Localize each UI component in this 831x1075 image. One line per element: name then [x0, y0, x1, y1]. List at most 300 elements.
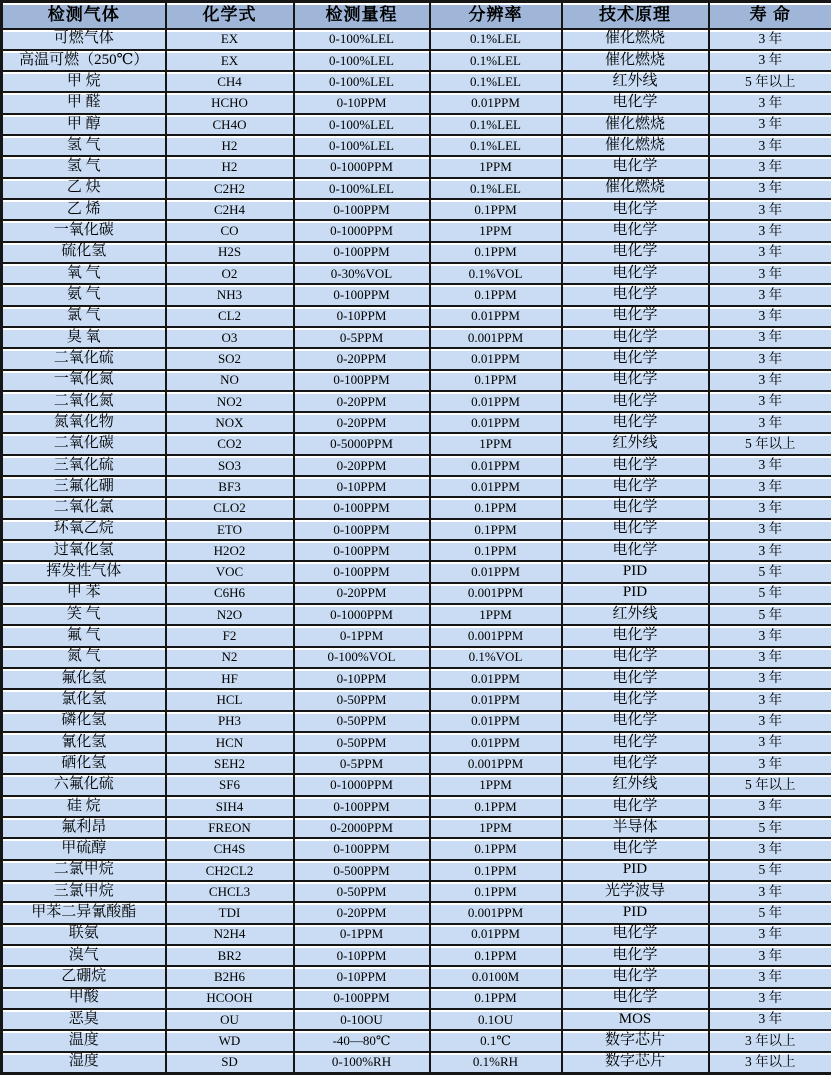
- resolution-cell: 0.1PPM: [430, 370, 562, 391]
- principle-cell: 数字芯片: [562, 1052, 709, 1074]
- lifespan-cell: 3 年: [709, 1009, 831, 1030]
- gas-cell: 六氟化硫: [2, 774, 166, 795]
- resolution-cell: 1PPM: [430, 156, 562, 177]
- range-cell: 0-10PPM: [294, 476, 430, 497]
- table-row: [2, 668, 831, 689]
- table-body: [2, 29, 831, 1074]
- table-row: [2, 476, 831, 497]
- resolution-cell: 0.1PPM: [430, 860, 562, 881]
- lifespan-cell: 3 年: [709, 348, 831, 369]
- formula-cell: CHCL3: [166, 881, 294, 902]
- table-row: [2, 519, 831, 540]
- resolution-cell: 0.01PPM: [430, 412, 562, 433]
- range-cell: 0-1000PPM: [294, 156, 430, 177]
- formula-cell: EX: [166, 50, 294, 71]
- gas-cell: 磷化氢: [2, 711, 166, 732]
- principle-cell: 电化学: [562, 668, 709, 689]
- range-cell: 0-100PPM: [294, 497, 430, 518]
- table-row: [2, 327, 831, 348]
- resolution-cell: 0.1%LEL: [430, 29, 562, 50]
- table-row: [2, 711, 831, 732]
- table-row: [2, 860, 831, 881]
- table-row: [2, 433, 831, 454]
- resolution-cell: 0.1%LEL: [430, 135, 562, 156]
- formula-cell: O3: [166, 327, 294, 348]
- resolution-cell: 0.01PPM: [430, 732, 562, 753]
- resolution-cell: 0.01PPM: [430, 561, 562, 582]
- resolution-cell: 0.1PPM: [430, 540, 562, 561]
- formula-cell: SO2: [166, 348, 294, 369]
- table-row: [2, 412, 831, 433]
- range-cell: 0-100%LEL: [294, 50, 430, 71]
- resolution-cell: 0.1%RH: [430, 1052, 562, 1074]
- table-row: [2, 220, 831, 241]
- formula-cell: H2: [166, 135, 294, 156]
- resolution-cell: 0.01PPM: [430, 711, 562, 732]
- gas-cell: 甲 醛: [2, 92, 166, 113]
- range-cell: 0-100PPM: [294, 796, 430, 817]
- principle-cell: 电化学: [562, 540, 709, 561]
- principle-cell: 数字芯片: [562, 1030, 709, 1051]
- range-cell: 0-20PPM: [294, 391, 430, 412]
- table-row: [2, 988, 831, 1009]
- table-row: [2, 1009, 831, 1030]
- table-row: [2, 71, 831, 92]
- table-row: [2, 583, 831, 604]
- resolution-cell: 0.01PPM: [430, 306, 562, 327]
- lifespan-cell: 3 年: [709, 647, 831, 668]
- principle-cell: 催化燃烧: [562, 178, 709, 199]
- lifespan-cell: 3 年以上: [709, 1052, 831, 1074]
- principle-cell: 电化学: [562, 242, 709, 263]
- range-cell: 0-10PPM: [294, 668, 430, 689]
- table-row: [2, 1052, 831, 1074]
- gas-cell: 溴气: [2, 945, 166, 966]
- gas-cell: 硒化氢: [2, 753, 166, 774]
- table-row: [2, 817, 831, 838]
- resolution-cell: 0.01PPM: [430, 391, 562, 412]
- table-row: [2, 604, 831, 625]
- lifespan-cell: 3 年: [709, 114, 831, 135]
- principle-cell: 电化学: [562, 647, 709, 668]
- lifespan-cell: 3 年: [709, 50, 831, 71]
- formula-cell: CH4: [166, 71, 294, 92]
- resolution-cell: 0.1OU: [430, 1009, 562, 1030]
- gas-cell: 笑 气: [2, 604, 166, 625]
- range-cell: 0-100PPM: [294, 988, 430, 1009]
- formula-cell: NO2: [166, 391, 294, 412]
- gas-cell: 三氟化硼: [2, 476, 166, 497]
- range-cell: 0-100%LEL: [294, 114, 430, 135]
- lifespan-cell: 5 年: [709, 817, 831, 838]
- table-row: [2, 114, 831, 135]
- principle-cell: 半导体: [562, 817, 709, 838]
- table-row: [2, 284, 831, 305]
- gas-cell: 甲 烷: [2, 71, 166, 92]
- resolution-cell: 0.01PPM: [430, 348, 562, 369]
- principle-cell: 电化学: [562, 348, 709, 369]
- lifespan-cell: 3 年: [709, 966, 831, 987]
- table-row: [2, 92, 831, 113]
- range-cell: 0-100%LEL: [294, 178, 430, 199]
- lifespan-cell: 3 年: [709, 838, 831, 859]
- gas-cell: 氢 气: [2, 156, 166, 177]
- gas-cell: 挥发性气体: [2, 561, 166, 582]
- formula-cell: H2: [166, 156, 294, 177]
- gas-cell: 联氨: [2, 924, 166, 945]
- gas-cell: 甲酸: [2, 988, 166, 1009]
- gas-cell: 温度: [2, 1030, 166, 1051]
- range-cell: 0-10OU: [294, 1009, 430, 1030]
- gas-cell: 氟利昂: [2, 817, 166, 838]
- resolution-cell: 1PPM: [430, 220, 562, 241]
- principle-cell: 电化学: [562, 412, 709, 433]
- principle-cell: 红外线: [562, 433, 709, 454]
- gas-cell: 恶臭: [2, 1009, 166, 1030]
- principle-cell: 红外线: [562, 774, 709, 795]
- col-header-gas: 检测气体: [2, 2, 166, 29]
- range-cell: 0-100PPM: [294, 540, 430, 561]
- table-row: [2, 178, 831, 199]
- range-cell: 0-10PPM: [294, 966, 430, 987]
- principle-cell: 电化学: [562, 924, 709, 945]
- range-cell: 0-1PPM: [294, 625, 430, 646]
- resolution-cell: 1PPM: [430, 604, 562, 625]
- table-row: [2, 455, 831, 476]
- table-row: [2, 348, 831, 369]
- table-header: [2, 2, 831, 29]
- lifespan-cell: 3 年: [709, 540, 831, 561]
- gas-cell: 乙 烯: [2, 199, 166, 220]
- principle-cell: 电化学: [562, 689, 709, 710]
- formula-cell: HCHO: [166, 92, 294, 113]
- formula-cell: CL2: [166, 306, 294, 327]
- lifespan-cell: 5 年: [709, 561, 831, 582]
- lifespan-cell: 5 年以上: [709, 774, 831, 795]
- resolution-cell: 0.1%LEL: [430, 50, 562, 71]
- gas-cell: 高温可燃（250℃）: [2, 50, 166, 71]
- gas-cell: 过氧化氢: [2, 540, 166, 561]
- formula-cell: SF6: [166, 774, 294, 795]
- lifespan-cell: 5 年以上: [709, 433, 831, 454]
- table-row: [2, 689, 831, 710]
- resolution-cell: 0.01PPM: [430, 668, 562, 689]
- gas-cell: 氟 气: [2, 625, 166, 646]
- gas-cell: 氰化氢: [2, 732, 166, 753]
- principle-cell: 电化学: [562, 988, 709, 1009]
- header-row: [2, 2, 831, 29]
- principle-cell: MOS: [562, 1009, 709, 1030]
- principle-cell: 电化学: [562, 966, 709, 987]
- table-row: [2, 753, 831, 774]
- resolution-cell: 0.1%LEL: [430, 114, 562, 135]
- range-cell: 0-20PPM: [294, 455, 430, 476]
- lifespan-cell: 3 年: [709, 711, 831, 732]
- gas-cell: 甲 醇: [2, 114, 166, 135]
- principle-cell: 电化学: [562, 92, 709, 113]
- range-cell: 0-100PPM: [294, 242, 430, 263]
- formula-cell: F2: [166, 625, 294, 646]
- lifespan-cell: 5 年以上: [709, 71, 831, 92]
- range-cell: 0-100PPM: [294, 199, 430, 220]
- table-row: [2, 306, 831, 327]
- resolution-cell: 0.001PPM: [430, 753, 562, 774]
- formula-cell: SIH4: [166, 796, 294, 817]
- range-cell: 0-100%VOL: [294, 647, 430, 668]
- formula-cell: BF3: [166, 476, 294, 497]
- formula-cell: ETO: [166, 519, 294, 540]
- table-row: [2, 391, 831, 412]
- principle-cell: 电化学: [562, 263, 709, 284]
- principle-cell: 电化学: [562, 625, 709, 646]
- col-header-resolution: 分辨率: [430, 2, 562, 29]
- formula-cell: CO2: [166, 433, 294, 454]
- principle-cell: 电化学: [562, 796, 709, 817]
- table-row: [2, 625, 831, 646]
- range-cell: 0-100%LEL: [294, 71, 430, 92]
- gas-cell: 硫化氢: [2, 242, 166, 263]
- resolution-cell: 0.001PPM: [430, 327, 562, 348]
- principle-cell: 催化燃烧: [562, 29, 709, 50]
- lifespan-cell: 3 年: [709, 199, 831, 220]
- lifespan-cell: 3 年: [709, 988, 831, 1009]
- gas-cell: 湿度: [2, 1052, 166, 1074]
- gas-cell: 氮 气: [2, 647, 166, 668]
- formula-cell: SO3: [166, 455, 294, 476]
- gas-cell: 氨 气: [2, 284, 166, 305]
- resolution-cell: 0.1PPM: [430, 519, 562, 540]
- principle-cell: PID: [562, 902, 709, 923]
- formula-cell: HF: [166, 668, 294, 689]
- lifespan-cell: 3 年: [709, 881, 831, 902]
- range-cell: 0-1000PPM: [294, 220, 430, 241]
- lifespan-cell: 3 年: [709, 476, 831, 497]
- formula-cell: OU: [166, 1009, 294, 1030]
- range-cell: 0-10PPM: [294, 945, 430, 966]
- table-row: [2, 561, 831, 582]
- formula-cell: CH2CL2: [166, 860, 294, 881]
- formula-cell: CH4O: [166, 114, 294, 135]
- lifespan-cell: 3 年: [709, 178, 831, 199]
- lifespan-cell: 3 年: [709, 263, 831, 284]
- principle-cell: PID: [562, 583, 709, 604]
- lifespan-cell: 3 年: [709, 519, 831, 540]
- formula-cell: C6H6: [166, 583, 294, 604]
- gas-cell: 二氧化氮: [2, 391, 166, 412]
- principle-cell: 电化学: [562, 391, 709, 412]
- lifespan-cell: 3 年: [709, 284, 831, 305]
- principle-cell: PID: [562, 561, 709, 582]
- principle-cell: 电化学: [562, 945, 709, 966]
- range-cell: 0-10PPM: [294, 306, 430, 327]
- resolution-cell: 0.01PPM: [430, 689, 562, 710]
- lifespan-cell: 3 年: [709, 327, 831, 348]
- resolution-cell: 0.1%LEL: [430, 178, 562, 199]
- range-cell: 0-1PPM: [294, 924, 430, 945]
- range-cell: 0-5PPM: [294, 753, 430, 774]
- formula-cell: B2H6: [166, 966, 294, 987]
- range-cell: 0-100%LEL: [294, 135, 430, 156]
- gas-cell: 氟化氢: [2, 668, 166, 689]
- lifespan-cell: 3 年: [709, 455, 831, 476]
- gas-cell: 三氯甲烷: [2, 881, 166, 902]
- col-header-range: 检测量程: [294, 2, 430, 29]
- range-cell: 0-100%RH: [294, 1052, 430, 1074]
- range-cell: 0-1000PPM: [294, 774, 430, 795]
- formula-cell: HCN: [166, 732, 294, 753]
- lifespan-cell: 5 年: [709, 860, 831, 881]
- gas-cell: 二氯甲烷: [2, 860, 166, 881]
- gas-cell: 氯化氢: [2, 689, 166, 710]
- range-cell: 0-50PPM: [294, 881, 430, 902]
- resolution-cell: 0.1PPM: [430, 242, 562, 263]
- table-row: [2, 540, 831, 561]
- table-row: [2, 966, 831, 987]
- formula-cell: HCOOH: [166, 988, 294, 1009]
- range-cell: 0-100%LEL: [294, 29, 430, 50]
- formula-cell: NOX: [166, 412, 294, 433]
- range-cell: 0-50PPM: [294, 732, 430, 753]
- formula-cell: NO: [166, 370, 294, 391]
- resolution-cell: 0.1PPM: [430, 988, 562, 1009]
- gas-cell: 氮氧化物: [2, 412, 166, 433]
- table-row: [2, 647, 831, 668]
- gas-cell: 一氧化碳: [2, 220, 166, 241]
- principle-cell: 电化学: [562, 370, 709, 391]
- lifespan-cell: 3 年: [709, 796, 831, 817]
- table-row: [2, 29, 831, 50]
- principle-cell: 催化燃烧: [562, 50, 709, 71]
- lifespan-cell: 3 年: [709, 412, 831, 433]
- formula-cell: CLO2: [166, 497, 294, 518]
- resolution-cell: 0.1PPM: [430, 199, 562, 220]
- lifespan-cell: 3 年: [709, 625, 831, 646]
- formula-cell: VOC: [166, 561, 294, 582]
- resolution-cell: 0.0100M: [430, 966, 562, 987]
- principle-cell: 电化学: [562, 838, 709, 859]
- principle-cell: 电化学: [562, 732, 709, 753]
- formula-cell: N2O: [166, 604, 294, 625]
- lifespan-cell: 3 年以上: [709, 1030, 831, 1051]
- lifespan-cell: 3 年: [709, 135, 831, 156]
- formula-cell: EX: [166, 29, 294, 50]
- resolution-cell: 0.01PPM: [430, 924, 562, 945]
- lifespan-cell: 5 年: [709, 583, 831, 604]
- table-row: [2, 242, 831, 263]
- resolution-cell: 0.1PPM: [430, 796, 562, 817]
- table-row: [2, 156, 831, 177]
- gas-cell: 甲 苯: [2, 583, 166, 604]
- formula-cell: C2H2: [166, 178, 294, 199]
- principle-cell: 光学波导: [562, 881, 709, 902]
- resolution-cell: 0.1PPM: [430, 284, 562, 305]
- resolution-cell: 0.1PPM: [430, 838, 562, 859]
- resolution-cell: 0.1%VOL: [430, 263, 562, 284]
- range-cell: 0-20PPM: [294, 583, 430, 604]
- resolution-cell: 0.1%VOL: [430, 647, 562, 668]
- range-cell: 0-1000PPM: [294, 604, 430, 625]
- gas-cell: 二氧化硫: [2, 348, 166, 369]
- principle-cell: 电化学: [562, 156, 709, 177]
- range-cell: 0-100PPM: [294, 561, 430, 582]
- resolution-cell: 0.001PPM: [430, 583, 562, 604]
- table-row: [2, 135, 831, 156]
- resolution-cell: 0.01PPM: [430, 476, 562, 497]
- resolution-cell: 1PPM: [430, 774, 562, 795]
- range-cell: 0-50PPM: [294, 689, 430, 710]
- resolution-cell: 0.01PPM: [430, 92, 562, 113]
- range-cell: 0-10PPM: [294, 92, 430, 113]
- resolution-cell: 0.1PPM: [430, 945, 562, 966]
- range-cell: -40—80℃: [294, 1030, 430, 1051]
- lifespan-cell: 3 年: [709, 92, 831, 113]
- lifespan-cell: 3 年: [709, 732, 831, 753]
- lifespan-cell: 3 年: [709, 945, 831, 966]
- col-header-principle: 技术原理: [562, 2, 709, 29]
- formula-cell: CH4S: [166, 838, 294, 859]
- table-row: [2, 796, 831, 817]
- resolution-cell: 0.001PPM: [430, 625, 562, 646]
- lifespan-cell: 3 年: [709, 156, 831, 177]
- gas-cell: 二氧化碳: [2, 433, 166, 454]
- principle-cell: 催化燃烧: [562, 135, 709, 156]
- table-row: [2, 774, 831, 795]
- gas-cell: 硅 烷: [2, 796, 166, 817]
- formula-cell: FREON: [166, 817, 294, 838]
- table-row: [2, 199, 831, 220]
- table-row: [2, 732, 831, 753]
- formula-cell: SD: [166, 1052, 294, 1074]
- lifespan-cell: 5 年: [709, 604, 831, 625]
- table-row: [2, 50, 831, 71]
- table-row: [2, 881, 831, 902]
- principle-cell: 红外线: [562, 604, 709, 625]
- lifespan-cell: 3 年: [709, 391, 831, 412]
- resolution-cell: 1PPM: [430, 433, 562, 454]
- principle-cell: 电化学: [562, 497, 709, 518]
- formula-cell: H2O2: [166, 540, 294, 561]
- principle-cell: 催化燃烧: [562, 114, 709, 135]
- gas-cell: 环氧乙烷: [2, 519, 166, 540]
- formula-cell: N2H4: [166, 924, 294, 945]
- formula-cell: TDI: [166, 902, 294, 923]
- lifespan-cell: 3 年: [709, 220, 831, 241]
- formula-cell: O2: [166, 263, 294, 284]
- table-row: [2, 263, 831, 284]
- range-cell: 0-2000PPM: [294, 817, 430, 838]
- principle-cell: 电化学: [562, 284, 709, 305]
- table-row: [2, 838, 831, 859]
- formula-cell: H2S: [166, 242, 294, 263]
- range-cell: 0-5PPM: [294, 327, 430, 348]
- principle-cell: 电化学: [562, 327, 709, 348]
- principle-cell: 电化学: [562, 306, 709, 327]
- resolution-cell: 1PPM: [430, 817, 562, 838]
- principle-cell: 电化学: [562, 711, 709, 732]
- formula-cell: HCL: [166, 689, 294, 710]
- range-cell: 0-30%VOL: [294, 263, 430, 284]
- range-cell: 0-20PPM: [294, 902, 430, 923]
- gas-cell: 氧 气: [2, 263, 166, 284]
- formula-cell: WD: [166, 1030, 294, 1051]
- lifespan-cell: 3 年: [709, 753, 831, 774]
- range-cell: 0-100PPM: [294, 519, 430, 540]
- resolution-cell: 0.1%LEL: [430, 71, 562, 92]
- principle-cell: 电化学: [562, 476, 709, 497]
- principle-cell: 红外线: [562, 71, 709, 92]
- lifespan-cell: 5 年: [709, 902, 831, 923]
- table-row: [2, 1030, 831, 1051]
